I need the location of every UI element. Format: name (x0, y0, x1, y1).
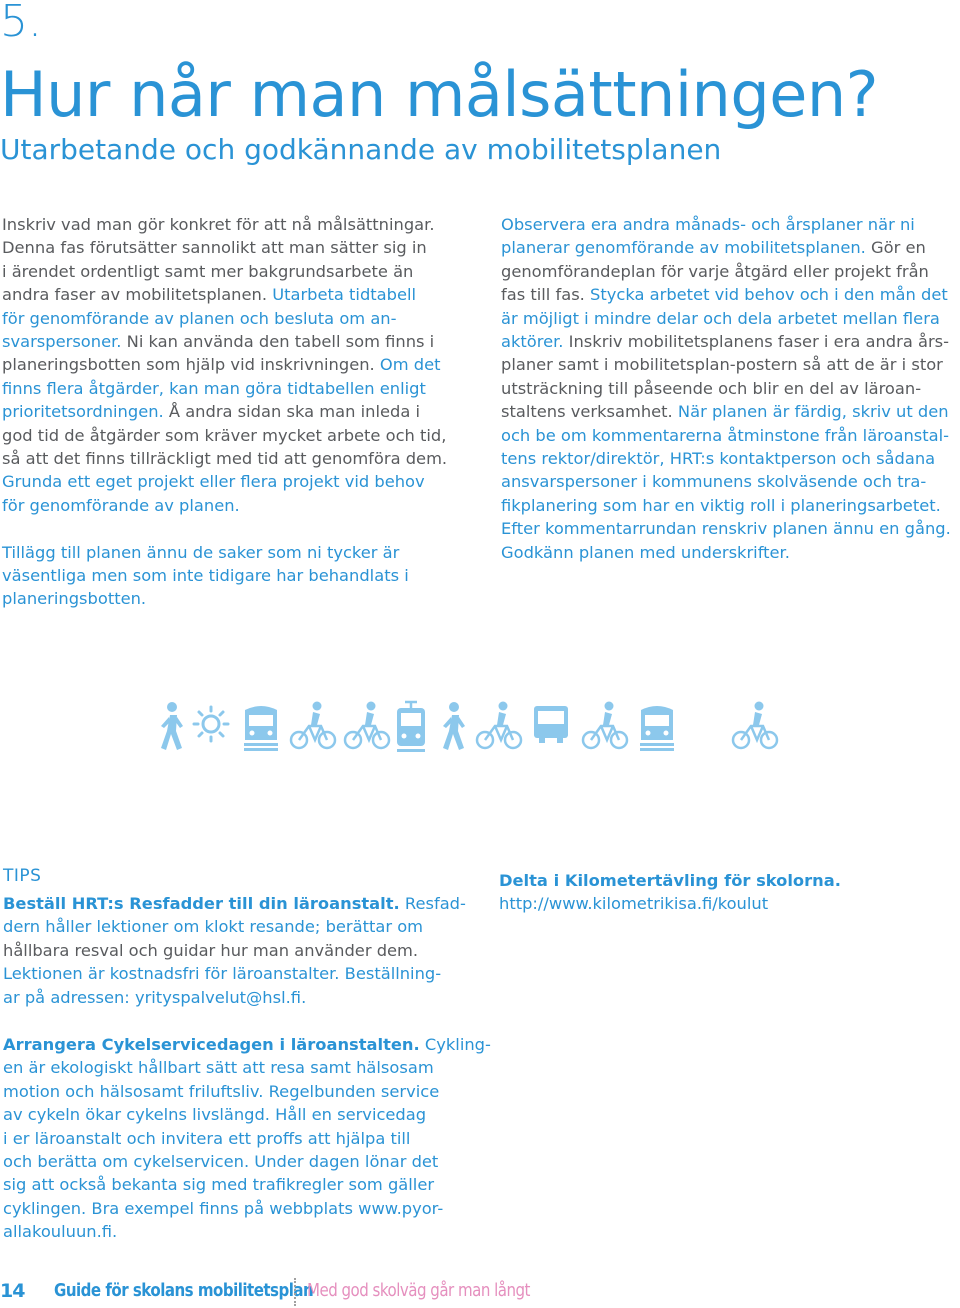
text-line (501, 236, 960, 259)
text-line: finns flera åtgärder, kan man göra tidtabellen enligt (2, 378, 426, 398)
text-line: planeringsbotten. (2, 589, 147, 609)
text-segment: Inskriv mobilitetsplanens faser i era andra års- (568, 332, 949, 352)
train-icon (244, 706, 278, 751)
text-line: Grunda ett eget projekt eller flera projekt vid behov (2, 472, 425, 492)
text-line (501, 283, 960, 306)
text-line: ar på adressen: yrityspalvelut@hsl.fi. (3, 987, 307, 1007)
text-line: i ärendet ordentligt samt mer bakgrundsarbete än (2, 261, 414, 281)
tip-cykelservice (3, 1033, 491, 1244)
text-line: och berätta om cykelservicen. Under dagen lönar det (3, 1152, 439, 1172)
tips-heading: TIPS (3, 866, 42, 886)
page-title: Hur når man målsättningen? (0, 58, 879, 131)
tram-icon (397, 702, 425, 752)
tip-title: Beställ HRT:s Resfadder till din läroanstalt. (3, 894, 400, 913)
train-icon (640, 706, 674, 751)
text-line: sig att också bekanta sig med trafikregler som gäller (3, 1175, 435, 1195)
left-column (2, 213, 472, 611)
text-line: motion och hälsosamt friluftsliv. Regelbunden service (3, 1081, 440, 1101)
cyclist-icon (477, 702, 521, 749)
text-line: och be om kommentarerna åtminstone från läroanstal- (501, 425, 950, 445)
text-line: väsentliga men som inte tidigare har behandlats i (2, 566, 409, 586)
page-number: 14 (0, 1280, 25, 1302)
text-line (2, 353, 472, 376)
page-subtitle: Utarbetande och godkännande av mobilitetsplanen (0, 133, 722, 166)
transport-icon-strip (153, 698, 793, 754)
text-line: Denna fas förutsätter sannolikt att man sätter sig in (2, 238, 427, 258)
cyclist-icon (345, 702, 389, 749)
text-line: god tid de åtgärder som kräver mycket arbete och tid, (2, 425, 447, 445)
tip-resfadder (3, 892, 466, 1009)
cyclist-icon (583, 702, 627, 749)
text-line: tens rektor/direktör, HRT:s kontaktperson och sådana (501, 449, 936, 469)
text-segment: Gör en (871, 238, 926, 258)
guide-title: Guide för skolans mobilitetsplan (54, 1281, 314, 1301)
tip-kilometer (499, 869, 841, 916)
highlight-segment: planerar genomförande av mobilitetsplanen. (501, 238, 872, 258)
text-line (2, 330, 472, 353)
text-line (2, 283, 472, 306)
bus-icon (534, 706, 568, 743)
kilometer-link[interactable]: http://www.kilometrikisa.fi/koulut (499, 894, 769, 914)
section-number: 5. (0, 0, 42, 47)
text-segment: staltens verksamhet. (501, 402, 678, 422)
text-line (3, 892, 466, 915)
text-line (501, 400, 960, 423)
text-segment: fas till fas. (501, 285, 591, 305)
highlight-segment: Cykling- (419, 1035, 491, 1054)
text-line: allakouluun.fi. (3, 1222, 118, 1242)
text-line: ansvarspersoner i kommunens skolväsende och tra- (501, 472, 927, 492)
tip-title: Arrangera Cykelservicedagen i läroanstalten. (3, 1035, 420, 1054)
text-segment: Å andra sidan ska man inleda i (168, 402, 420, 422)
highlight-segment: Stycka arbetet vid behov och i den mån det (590, 285, 948, 305)
text-line: Tillägg till planen ännu de saker som ni tycker är (2, 542, 400, 562)
text-line: är möjligt i mindre delar och dela arbetet mellan flera (501, 308, 940, 328)
walker-icon (443, 702, 465, 750)
highlight-segment: Resfad- (399, 894, 466, 913)
text-line: hållbara resval och guidar hur man använder dem. (3, 940, 419, 960)
highlight-segment: prioritetsordningen. (2, 402, 169, 422)
text-line: genomförandeplan för varje åtgärd eller projekt från (501, 261, 929, 281)
text-line: av cykeln ökar cykelns livslängd. Håll en servicedag (3, 1105, 427, 1125)
text-line: för genomförande av planen och besluta om an- (2, 308, 397, 328)
text-line: en är ekologiskt hållbart sätt att resa samt hälsosam (3, 1058, 434, 1078)
page-footer (0, 1276, 960, 1308)
footer-tagline: Med god skolväg går man långt (307, 1281, 530, 1301)
text-line: utsträckning till påseende och blir en del av läroan- (501, 378, 922, 398)
highlight-segment: Utarbeta tidtabell (272, 285, 417, 305)
highlight-segment: När planen är färdig, skriv ut den (677, 402, 949, 422)
highlight-segment: aktörer. (501, 332, 569, 352)
text-line: Efter kommentarrundan renskriv planen ännu en gång. (501, 519, 951, 539)
highlight-segment: svarspersoner. (2, 332, 127, 352)
text-line (2, 400, 472, 423)
text-line: dern håller lektioner om klokt resande; berättar om (3, 917, 424, 937)
text-line: Observera era andra månads- och årsplaner när ni (501, 215, 915, 234)
text-line (3, 1033, 491, 1056)
footer-divider (294, 1278, 296, 1306)
text-line (501, 330, 960, 353)
text-segment: Ni kan använda den tabell som finns i (126, 332, 435, 352)
text-line: planer samt i mobilitetsplan-postern så att de är i stor (501, 355, 943, 375)
text-segment: andra faser av mobilitetsplanen. (2, 285, 273, 305)
sun-icon (194, 707, 228, 741)
cyclist-icon (291, 702, 335, 749)
text-line: för genomförande av planen. (2, 495, 240, 515)
tip-title: Delta i Kilometertävling för skolorna. (499, 871, 841, 890)
text-line: Godkänn planen med underskrifter. (501, 542, 790, 562)
text-segment: planeringsbotten som hjälp vid inskrivningen. (2, 355, 380, 375)
text-line: i er läroanstalt och invitera ett proffs att hjälpa till (3, 1128, 411, 1148)
text-line: Lektionen är kostnadsfri för läroanstalter. Beställning- (3, 964, 442, 984)
right-column (501, 213, 960, 564)
walker-icon (161, 702, 183, 750)
text-line: så att det finns tillräckligt med tid att genomföra dem. (2, 449, 448, 469)
text-line: cyklingen. Bra exempel finns på webbplats www.pyor- (3, 1198, 444, 1218)
text-line: Inskriv vad man gör konkret för att nå målsättningar. (2, 215, 435, 234)
highlight-segment: Om det (379, 355, 441, 375)
cyclist-icon (733, 702, 777, 749)
text-line: fikplanering som har en viktig roll i planeringsarbetet. (501, 495, 941, 515)
